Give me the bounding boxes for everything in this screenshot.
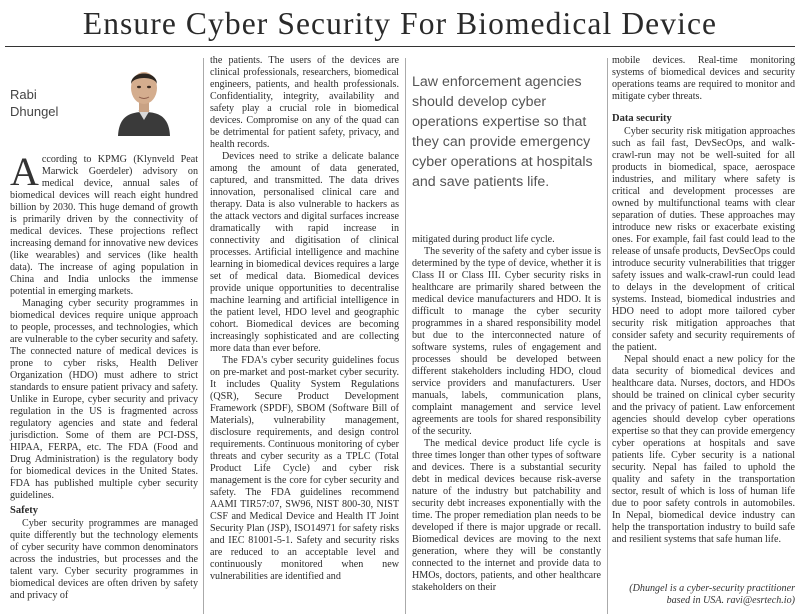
paragraph: The FDA's cyber security guidelines focus on pre-market and post-market cyber security. It includes Quality System Regulations (QSR), Secure Product Development Framework (SPDF), SBOM (Software Bill of Materials), vulnerability management, disclosure requirements, and design control requirements. Continuous monitoring of cyber threats and cyber security as a TPLC (Total Product Life Cycle) and cyber risk management is the core for cyber security and safety. The FDA guidelines recommend AAMI TIR57:07, SW96, NIST 800-30, NIST CSF and Medical Device and Health IT Joint Security Plan (JSP), ISO14971 for safety risks and IEC 81001-5-1. Safety and security risks are reduced to an acceptable level and continuously monitored when new vulnerabilities are identified and — [210, 355, 399, 582]
article-column-2 — [210, 55, 399, 583]
drop-cap: A — [10, 149, 39, 194]
article-column-3 — [412, 234, 601, 594]
subheading-data-security: Data security — [612, 113, 672, 124]
paragraph: the patients. The users of the devices are clinical professionals, researchers, biomedical engineers, patients, and health professionals. Confidentiality, integrity, availability and safety play a crucial role in biomedical devices. Compromise on any of the quad can be detrimental for patient safety, privacy, and health records. — [210, 55, 399, 150]
article-column-1 — [10, 149, 198, 602]
column-divider — [203, 58, 204, 614]
paragraph: The severity of the safety and cyber issue is determined by the type of device, whether it is Class II or Class III. Cyber security risks in healthcare are primarily shared between the medical device manufacturers and HDO. It is difficult to manage the cyber security programmes in a shared responsibility model but due to the interconnected nature of software systems, rules of engagement and processes should be developed between different stakeholders including HDO, cloud service providers and manufacturers. User manuals, labels, communication plans, complaint management and service level agreements are tools for shared responsibility of the security. — [412, 246, 601, 437]
column-divider — [607, 58, 608, 614]
paragraph: Managing cyber security programmes in biomedical devices require unique approach to people, processes, and technologies, which are vulnerable to the cyber security and safety. The connected nature of medical devices is prone to cyber risks, Health Deliver Organization (HDO) must adhere to strict standards to ensure patient privacy and safety. Unlike in Europe, cyber security and privacy regulation in the US is fragmented across regulatory agencies and state and federal jurisdiction. Some of them are PCI-DSS, HIPAA, FERPA, etc. The FDA (Food and Drug Administration) is the regulatory body for biomedical devices in the United States. FDA has published multiple cyber security guidelines. — [10, 298, 198, 501]
paragraph: The medical device product life cycle is three times longer than other types of software and devices. There is a substantial security debt in medical devices because risk-averse nature of the industry but patchability and security debt increases exponentially with the time. The proper remediation plan needs to be developed if there is major upgrade or recall. Biomedical devices are moving to the next generation, where they will be constantly connected to the internet and provide data to HMOs, doctors, patients, and other healthcare stakeholders on their — [412, 438, 601, 593]
column-divider — [405, 58, 406, 614]
headline: Ensure Cyber Security For Biomedical Device — [82, 6, 718, 41]
paragraph: Cyber security risk mitigation approaches such as fail fast, DevSecOps, and walk-crawl-run may not be well-suited for all products in biomedical, space, aerospace industries, and military where safety is critical and development processes are owned by multifunctional teams with clear separation of duties. These approaches may introduce new risks or exacerbate existing ones. For example, fail fast could lead to the release of unsafe products, DevSecOps could introduce security vulnerabilities that trigger safety issues and walk-crawl-run could lead to delays in the development of critical systems. Instead, biomedical industries and HDO need to adopt more tailored cyber security risk mitigation approaches that consider safety and security requirements of the patient. — [612, 126, 795, 353]
subheading-safety: Safety — [10, 505, 38, 516]
author-photo — [116, 58, 172, 136]
author-first-name: Rabi — [10, 87, 37, 102]
article-column-4 — [612, 55, 795, 546]
author-last-name: Dhungel — [10, 104, 59, 119]
author-byline — [10, 86, 58, 120]
paragraph: Devices need to strike a delicate balance among the amount of data generated, captured, and transmitted. The data drives innovation, personalised clinical care and therapy. Data is also vulnerable to hackers as the attack vectors and digital surfaces increase dramatically with rapid increase in connectivity and digitisation of clinical processes. Artificial intelligence and machine learning in biomedical devices requires a large set of medical data. Biomedical devices provide unique opportunities to decentralise machine learning and artificial intelligence in the patient level, HDO level and geographic cohort. Biomedical devices are becoming increasingly sophisticated and are collecting more data than ever before. — [210, 151, 399, 354]
intro-paragraph: According to KPMG (Klynveld Peat Marwick Goerdeler) advisory on medical device, annual sales of biomedical devices will reach eight hundred billion by 2030. This huge demand of growth is primarily driven by the connectivity of medical devices. These projections reflect increasing demand for innovative new devices (like wearables) and services (like health data). The increase of aging population in China and India unlocks the immense potential in emerging markets. — [10, 149, 198, 297]
pull-quote: Law enforcement agencies should develop cyber operations expertise so that they can provide emergency cyber operations at hospitals and save patients life. — [412, 74, 593, 190]
paragraph: mobile devices. Real-time monitoring systems of biomedical devices and security operations teams are required to monitor and mitigate cyber threats. — [612, 55, 795, 102]
headline-rule — [5, 46, 795, 47]
paragraph: Nepal should enact a new policy for the data security of biomedical devices and healthcare data. Nurses, doctors, and HDOs should be trained on clinical cyber security and the privacy of patient. Law enforcement agencies should develop cyber operations expertise so that they can provide emergency cyber operations at hospitals and save patients life. Cyber security is a national security. Nepal has failed to uphold the quality and safety in the transportation sector, result of which is loss of human life due to poor safety controls in automobiles. In Nepal, biomedical device industry can help the transportation industry to build safe and resilient systems that safe human life. — [612, 354, 795, 545]
paragraph: mitigated during product life cycle. — [412, 234, 555, 245]
paragraph: Cyber security programmes are managed quite differently but the technology elements of cyber security have common denominators across the industries, but processes and the talent vary. Cyber security programmes in biomedical devices are often driven by safety and privacy of — [10, 518, 198, 601]
author-credit: (Dhungel is a cyber-security practitioner based in USA. ravi@esrtech.io) — [629, 583, 795, 606]
